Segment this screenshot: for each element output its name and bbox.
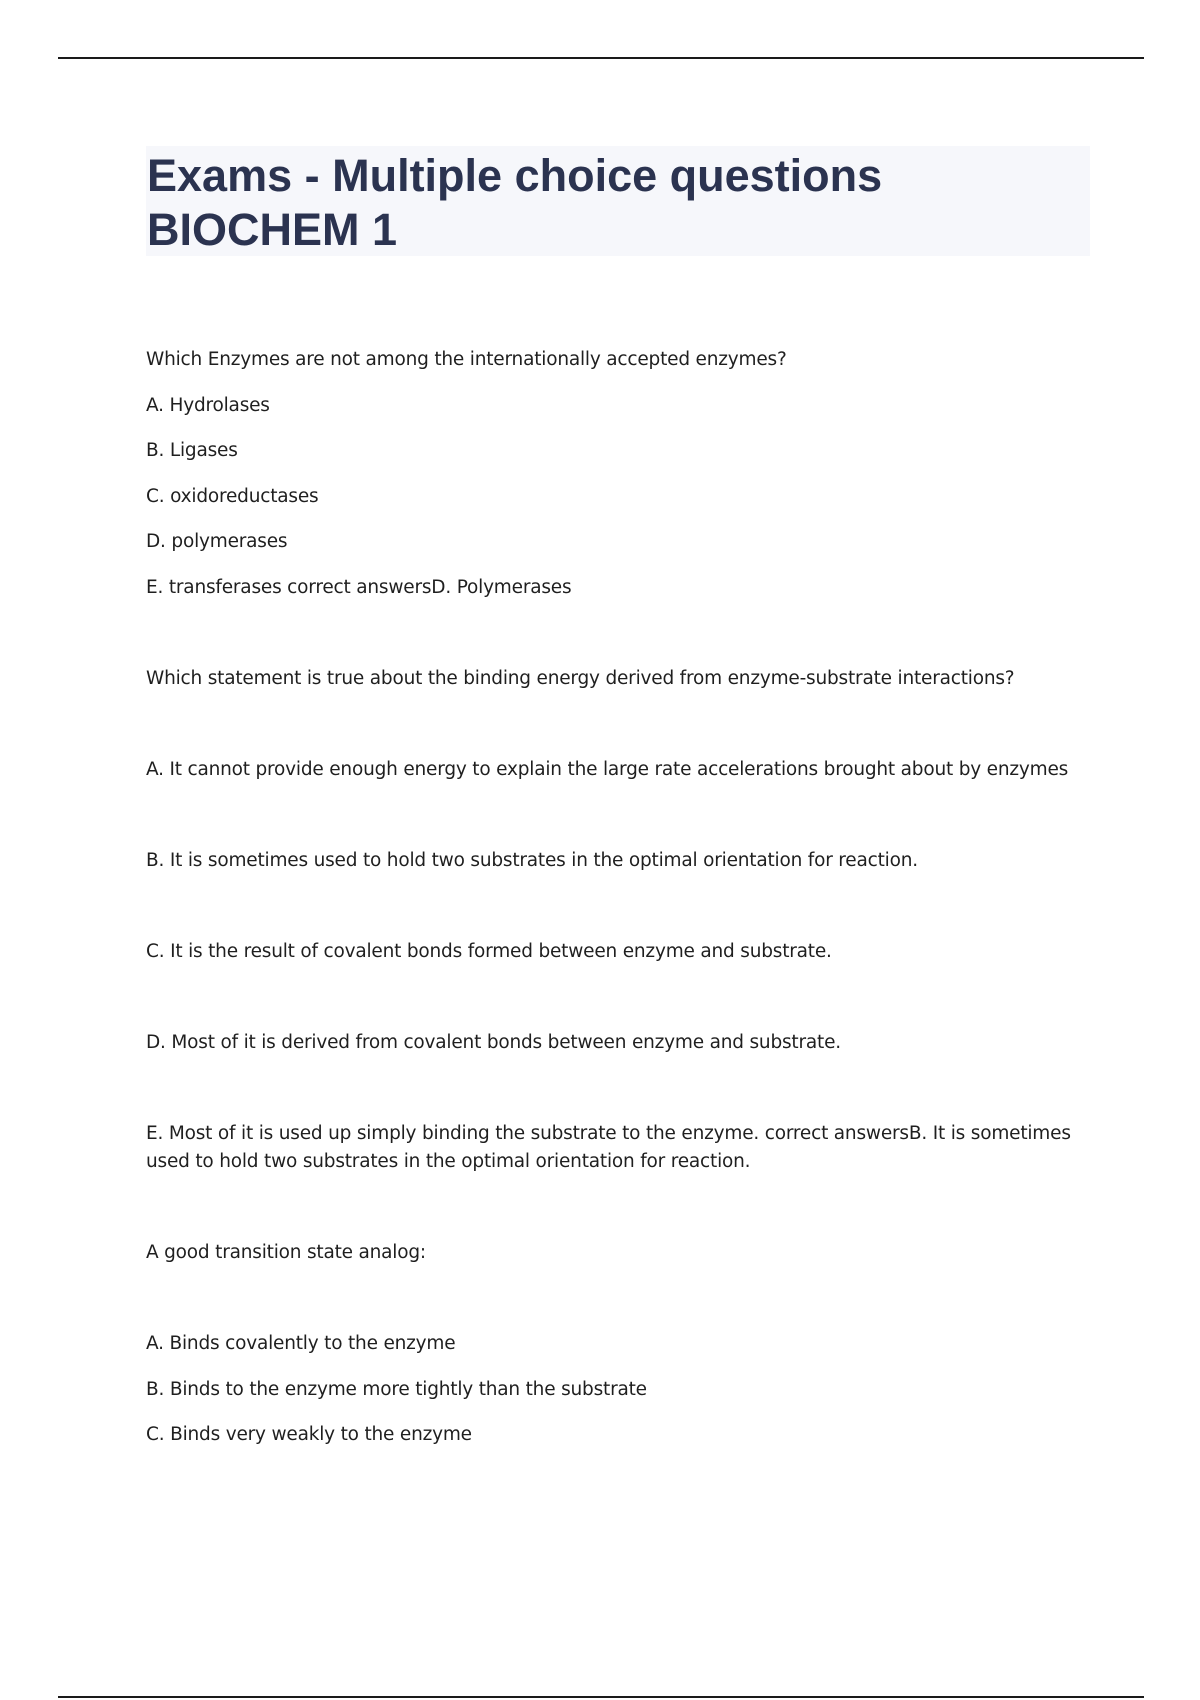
question-1-option-a: A. Hydrolases [146, 395, 270, 416]
top-divider [58, 57, 1144, 59]
question-2-option-e-answer: E. Most of it is used up simply binding the substrate to the enzyme. correct answersB. It is sometimes used to hold two substrates in the optimal orientation for reaction. [146, 1123, 1071, 1172]
question-1-option-c: C. oxidoreductases [146, 486, 319, 507]
title-line-1: Exams - Multiple choice questions [147, 150, 883, 201]
title-line-2: BIOCHEM 1 [147, 204, 398, 255]
question-1-option-e-answer: E. transferases correct answersD. Polymerases [146, 577, 572, 598]
question-1-prompt: Which Enzymes are not among the internationally accepted enzymes? [146, 349, 787, 370]
question-2-option-d: D. Most of it is derived from covalent bonds between enzyme and substrate. [146, 1032, 841, 1053]
question-1-option-d: D. polymerases [146, 531, 288, 552]
question-2-prompt: Which statement is true about the binding energy derived from enzyme-substrate interactions? [146, 668, 1015, 689]
question-2-option-a: A. It cannot provide enough energy to explain the large rate accelerations brought about by enzymes [146, 759, 1069, 780]
bottom-divider [58, 1696, 1144, 1698]
question-3-option-c: C. Binds very weakly to the enzyme [146, 1424, 472, 1445]
question-3-prompt: A good transition state analog: [146, 1242, 426, 1263]
document-title [146, 146, 1090, 256]
question-3-option-a: A. Binds covalently to the enzyme [146, 1333, 456, 1354]
question-2-option-c: C. It is the result of covalent bonds formed between enzyme and substrate. [146, 941, 832, 962]
question-1-option-b: B. Ligases [146, 440, 238, 461]
question-2-option-b: B. It is sometimes used to hold two substrates in the optimal orientation for reaction. [146, 850, 918, 871]
question-3-option-b: B. Binds to the enzyme more tightly than the substrate [146, 1379, 647, 1400]
